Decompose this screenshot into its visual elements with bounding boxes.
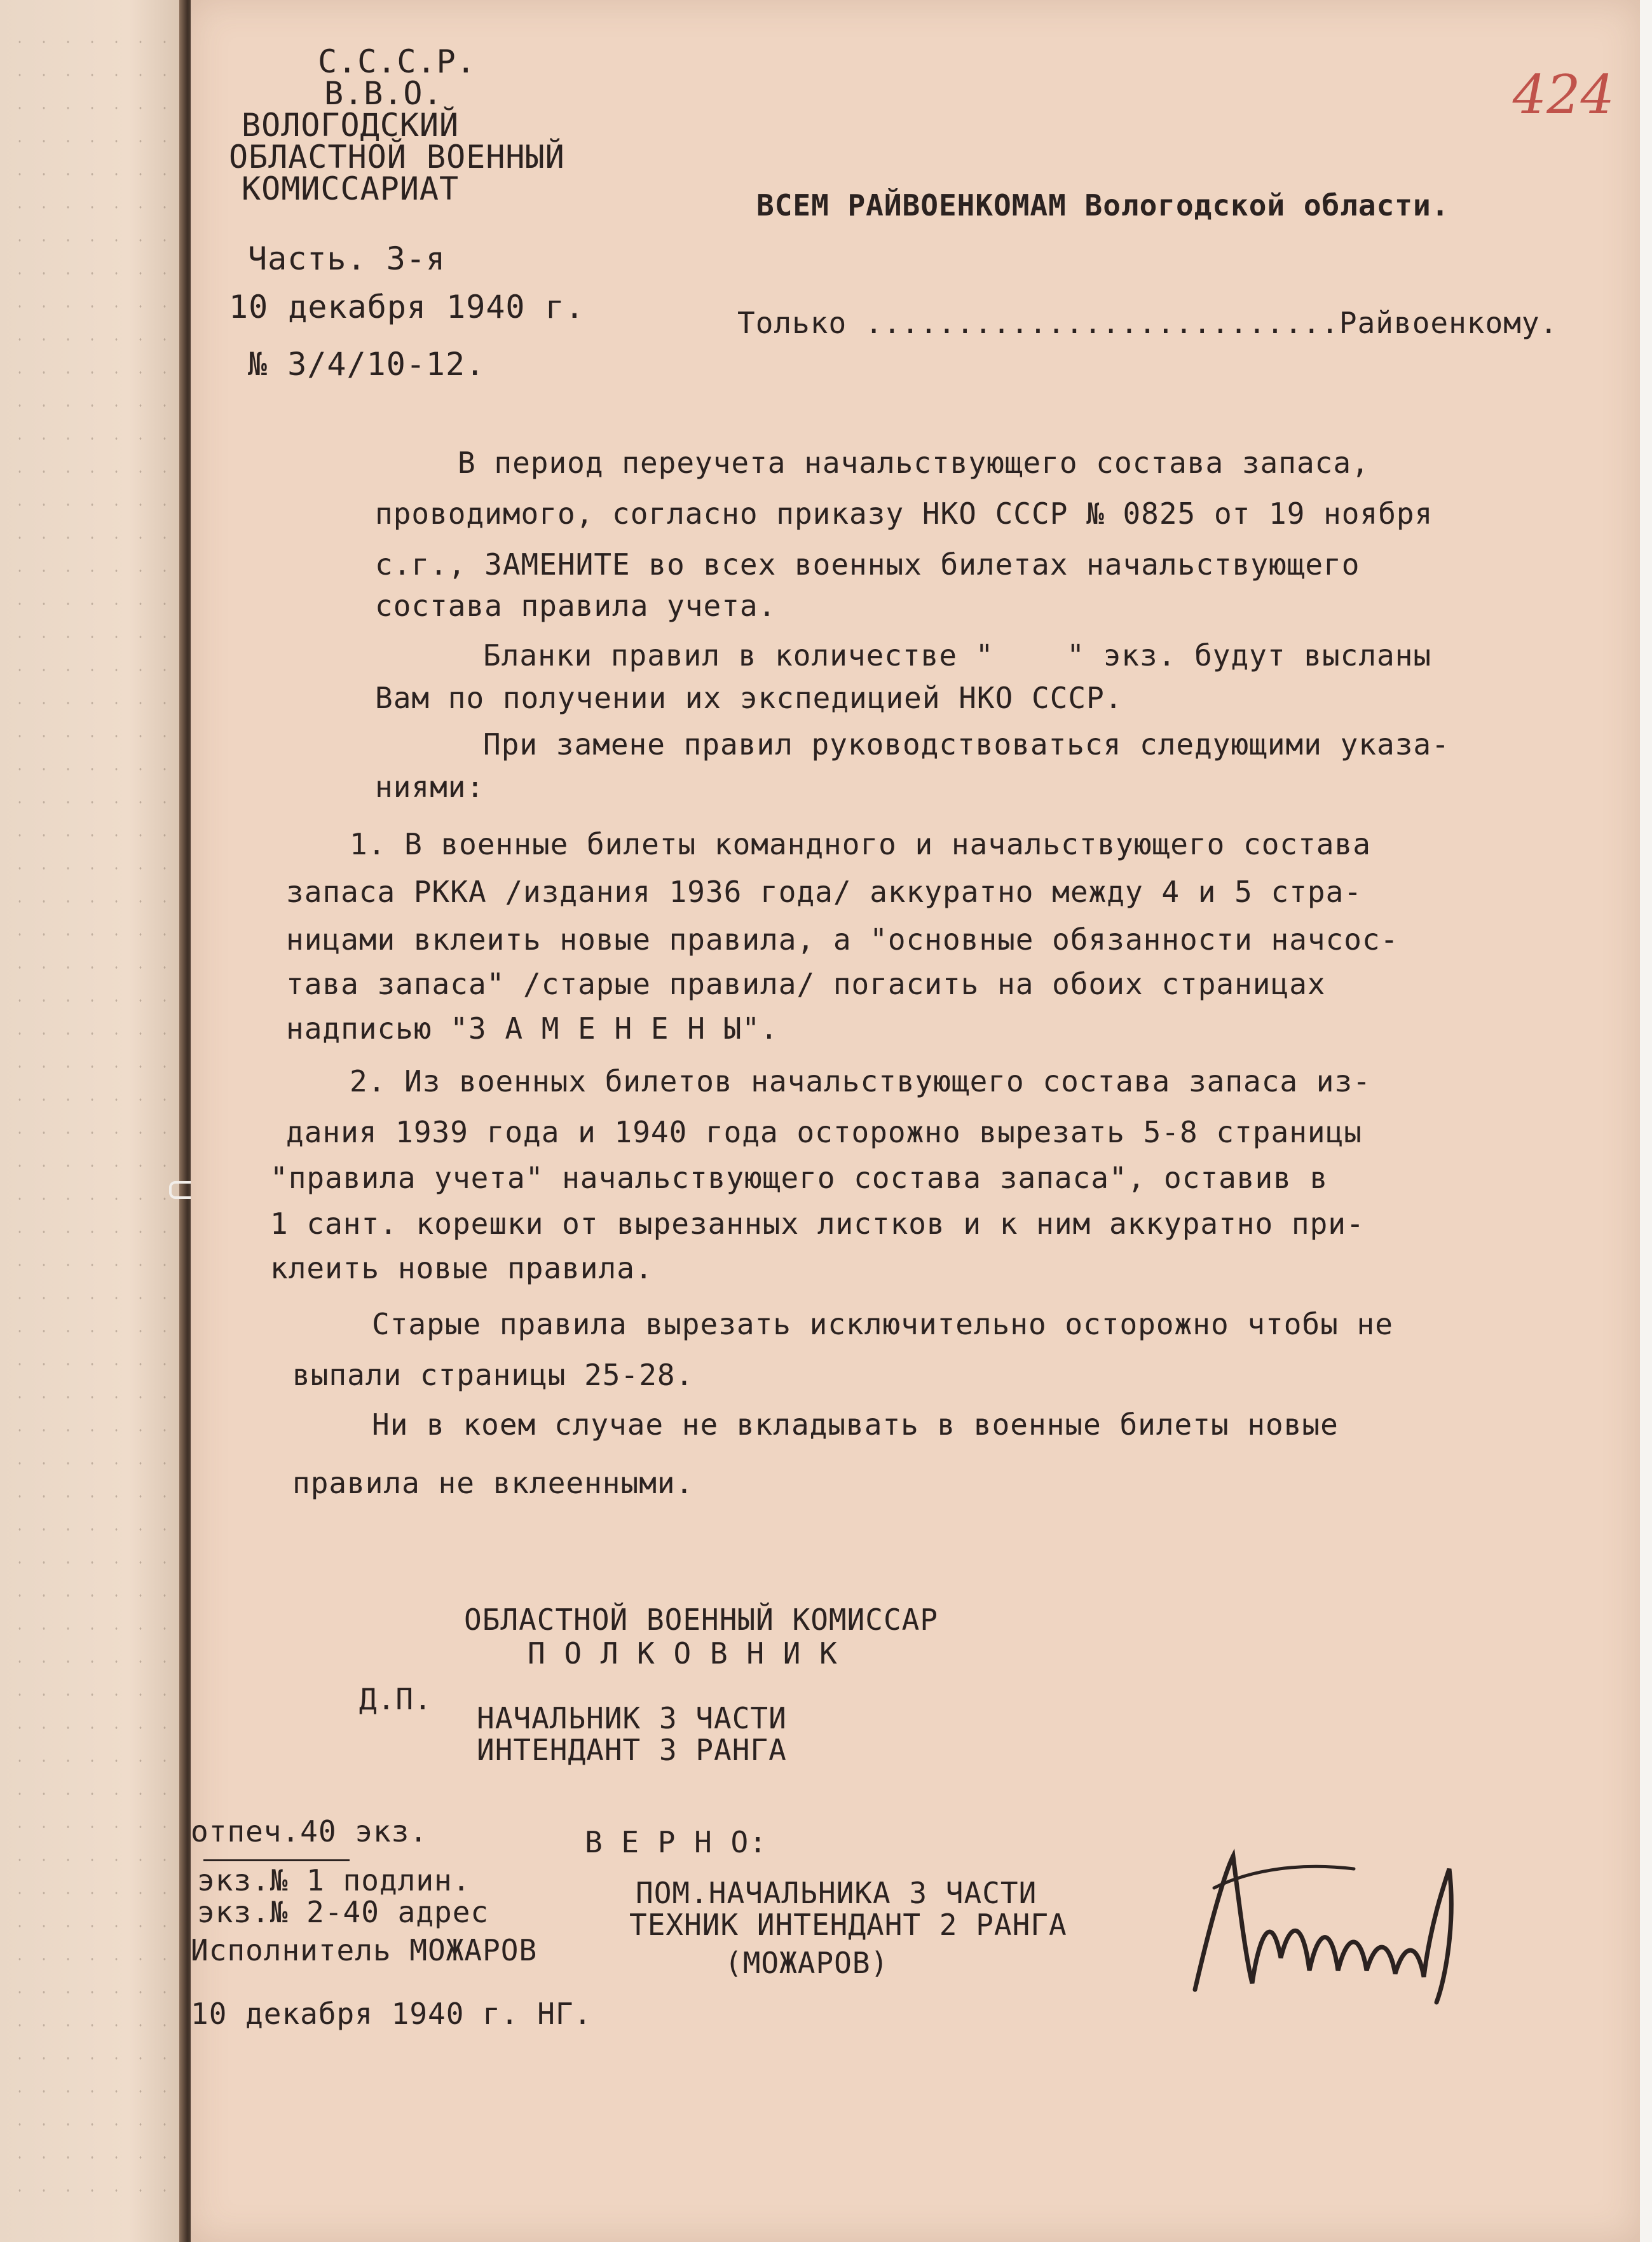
chief-rank: ИНТЕНДАНТ 3 РАНГА <box>477 1733 787 1767</box>
archive-page-number: 424 <box>1512 64 1614 126</box>
dp-mark: Д.П. <box>359 1682 432 1716</box>
footer-pom-rank: ТЕХНИК ИНТЕНДАНТ 2 РАНГА <box>629 1908 1067 1942</box>
footer-verno: В Е Р Н О: <box>585 1825 767 1859</box>
footer-pom-name: (МОЖАРОВ) <box>725 1946 889 1980</box>
left-page-text-texture <box>8 25 173 2212</box>
stamp-org-line2: ОБЛАСТНОЙ ВОЕННЫЙ <box>229 139 565 175</box>
body-item1-line: запаса РККА /издания 1936 года/ аккуратно между 4 и 5 стра- <box>286 875 1362 909</box>
left-facing-page <box>0 0 184 2242</box>
body-p1-line: состава правила учета. <box>375 589 777 623</box>
body-item2-line: клеить новые правила. <box>270 1251 653 1285</box>
body-p5-line: Ни в коем случае не вкладывать в военные билеты новые <box>372 1407 1339 1442</box>
body-p4-line: выпали страницы 25-28. <box>292 1358 694 1392</box>
commissar-title: ОБЛАСТНОЙ ВОЕННЫЙ КОМИССАР <box>464 1603 939 1637</box>
body-item2-line: 2. Из военных билетов начальствующего состава запаса из- <box>350 1064 1371 1098</box>
body-p1-line: с.г., ЗАМЕНИТЕ во всех военных билетах начальствующего <box>375 547 1360 582</box>
footer-executor: Исполнитель МОЖАРОВ <box>191 1933 538 1967</box>
body-item1-line: тава запаса" /старые правила/ погасить на обоих страницах <box>286 967 1326 1001</box>
stamp-org-line3: КОМИССАРИАТ <box>242 170 460 207</box>
body-item2-line: "правила учета" начальствующего состава запаса", оставив в <box>270 1161 1328 1195</box>
document-sheet <box>191 0 1640 2242</box>
body-item2-line: дания 1939 года и 1940 года осторожно вырезать 5-8 страницы <box>286 1115 1362 1149</box>
footer-printed: отпеч.40 экз. <box>191 1814 428 1849</box>
body-item1-line: надписью "З А М Е Н Е Н Ы". <box>286 1011 779 1046</box>
stamp-country: С.С.С.Р. <box>318 43 476 80</box>
addressee-line2: Только ..........................Райвоенкому. <box>737 306 1559 340</box>
commissar-rank: П О Л К О В Н И К <box>528 1636 838 1671</box>
body-p2-line: Бланки правил в количестве " " экз. будут высланы <box>483 638 1432 673</box>
body-p3-line: ниями: <box>375 770 485 804</box>
stamp-org-line1: ВОЛОГОДСКИЙ <box>242 107 460 144</box>
body-p4-line: Старые правила вырезать исключительно осторожно чтобы не <box>372 1307 1393 1341</box>
body-p1-line: В период переучета начальствующего состава запаса, <box>458 446 1370 480</box>
body-p2-line: Вам по получении их экспедицией НКО СССР. <box>375 681 1123 715</box>
stamp-number: № 3/4/10-12. <box>248 346 486 383</box>
body-item2-line: 1 сант. корешки от вырезанных листков и к ним аккуратно при- <box>270 1206 1365 1241</box>
chief-title: НАЧАЛЬНИК 3 ЧАСТИ <box>477 1701 787 1735</box>
stamp-date: 10 декабря 1940 г. <box>229 289 585 325</box>
stamp-district: В.В.О. <box>324 75 443 112</box>
footer-copy2: экз.№ 2-40 адрес <box>197 1895 489 1929</box>
footer-copy1: экз.№ 1 подлин. <box>197 1863 471 1897</box>
stamp-part: Часть. 3-я <box>248 240 446 277</box>
handwritten-signature <box>1176 1831 1481 2009</box>
footer-date: 10 декабря 1940 г. НГ. <box>191 1997 592 2031</box>
addressee-line1: ВСЕМ РАЙВОЕНКОМАМ Вологодской области. <box>756 188 1450 222</box>
body-p3-line: При замене правил руководствоваться следующими указа- <box>483 727 1450 762</box>
body-p1-line: проводимого, согласно приказу НКО СССР № 0825 от 19 ноября <box>375 496 1433 531</box>
body-item1-line: ницами вклеить новые правила, а "основные обязанности начсос- <box>286 922 1399 957</box>
body-item1-line: 1. В военные билеты командного и начальствующего состава <box>350 827 1371 861</box>
body-p5-line: правила не вклеенными. <box>292 1466 694 1500</box>
footer-rule <box>203 1859 350 1861</box>
footer-pom-title: ПОМ.НАЧАЛЬНИКА 3 ЧАСТИ <box>636 1876 1037 1910</box>
